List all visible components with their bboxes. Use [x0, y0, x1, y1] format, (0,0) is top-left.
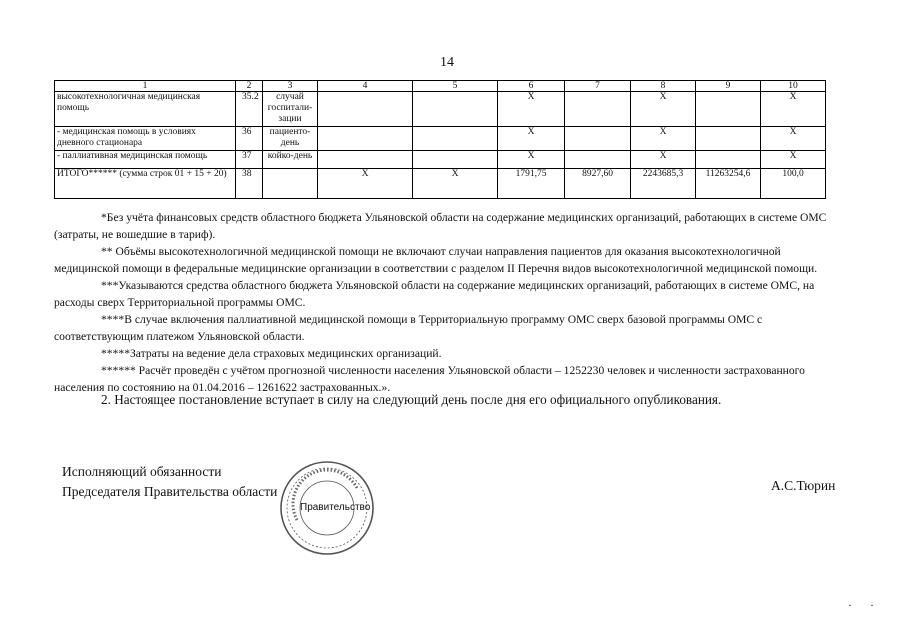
table-row: [55, 127, 826, 151]
header-cell: 7: [565, 81, 631, 92]
row-name: высокотехнологичная медицинская помощь: [55, 92, 236, 127]
cell-col8: X: [631, 127, 696, 151]
cell-col4: [318, 127, 413, 151]
signature-title-line1: Исполняющий обязанности: [62, 464, 222, 479]
signature-title-line2: Председателя Правительства области: [62, 484, 278, 499]
footnote-1: *Без учёта финансовых средств областного бюджета Ульяновской области на содержание медицинских организаций, работающих в системе ОМС (затраты, не вошедшие в тариф).: [54, 211, 827, 241]
header-cell: 9: [696, 81, 761, 92]
page-number: 14: [440, 55, 454, 70]
row-number: 37: [236, 151, 263, 169]
cell-col4: X: [318, 169, 413, 199]
cell-col9: [696, 127, 761, 151]
footnote-4: ****В случае включения паллиативной медицинской помощи в Территориальную программу ОМС сверх базовой программы ОМС с соответствующим платежом Ульяновской области.: [54, 313, 763, 343]
cell-col6: 1791,75: [498, 169, 565, 199]
cell-col5: X: [413, 169, 498, 199]
effective-date-paragraph: 2. Настоящее постановление вступает в силу на следующий день после дня его официального опубликования.: [101, 392, 722, 407]
row-unit: койко-день: [263, 151, 318, 169]
page-marks: ··: [848, 598, 892, 612]
header-cell: 2: [236, 81, 263, 92]
data-table: [54, 80, 826, 199]
cell-col4: [318, 92, 413, 127]
row-unit: случай госпитали-зации: [263, 92, 318, 127]
cell-col6: X: [498, 127, 565, 151]
footnote-5: *****Затраты на ведение дела страховых медицинских организаций.: [101, 347, 442, 360]
cell-col4: [318, 151, 413, 169]
header-cell: 3: [263, 81, 318, 92]
signature-title: [62, 462, 277, 502]
cell-col6: X: [498, 151, 565, 169]
row-unit: пациенто-день: [263, 127, 318, 151]
cell-col9: [696, 92, 761, 127]
row-number: 38: [236, 169, 263, 199]
cell-col6: X: [498, 92, 565, 127]
table-header-row: [55, 81, 826, 92]
cell-col5: [413, 92, 498, 127]
footnote-3: ***Указываются средства областного бюджета Ульяновской области на содержание медицинских организаций, работающих в системе ОМС, на расходы сверх Территориальной программы ОМС.: [54, 279, 815, 309]
stamp-label: Правительство: [300, 502, 371, 513]
cell-col8: X: [631, 151, 696, 169]
header-cell: 1: [55, 81, 236, 92]
signatory-name: А.С.Тюрин: [771, 478, 836, 493]
row-unit: [263, 169, 318, 199]
header-cell: 8: [631, 81, 696, 92]
cell-col7: 8927,60: [565, 169, 631, 199]
cell-col9: [696, 151, 761, 169]
row-name: ИТОГО****** (сумма строк 01 + 15 + 20): [55, 169, 236, 199]
footnote-6: ****** Расчёт проведён с учётом прогнозной численности населения Ульяновской области – 1252230 человек и численности застрахованного населения по состоянию на 01.04.2016 – 1261622 застрахованных.».: [54, 364, 805, 394]
row-number: 36: [236, 127, 263, 151]
table-row-total: [55, 169, 826, 199]
cell-col10: X: [761, 151, 826, 169]
table-row: [55, 92, 826, 127]
header-cell: 10: [761, 81, 826, 92]
row-name: - паллиативная медицинская помощь: [55, 151, 236, 169]
cell-col5: [413, 151, 498, 169]
cell-col9: 11263254,6: [696, 169, 761, 199]
header-cell: 4: [318, 81, 413, 92]
cell-col10: X: [761, 92, 826, 127]
header-cell: 5: [413, 81, 498, 92]
row-number: 35.2: [236, 92, 263, 127]
cell-col5: [413, 127, 498, 151]
footnote-2: ** Объёмы высокотехнологичной медицинской помощи не включают случаи направления пациентов для оказания высокотехнологичной медицинской помощи в федеральные медицинские организации в соответствии с разделом II Перечня видов высокотехнологичной медицинской помощи.: [54, 245, 818, 275]
cell-col8: X: [631, 92, 696, 127]
cell-col10: X: [761, 127, 826, 151]
row-name: - медицинская помощь в условиях дневного стационара: [55, 127, 236, 151]
cell-col7: [565, 127, 631, 151]
cell-col7: [565, 92, 631, 127]
header-cell: 6: [498, 81, 565, 92]
cell-col10: 100,0: [761, 169, 826, 199]
footnotes: [54, 209, 845, 396]
table-row: [55, 151, 826, 169]
cell-col7: [565, 151, 631, 169]
cell-col8: 2243685,3: [631, 169, 696, 199]
